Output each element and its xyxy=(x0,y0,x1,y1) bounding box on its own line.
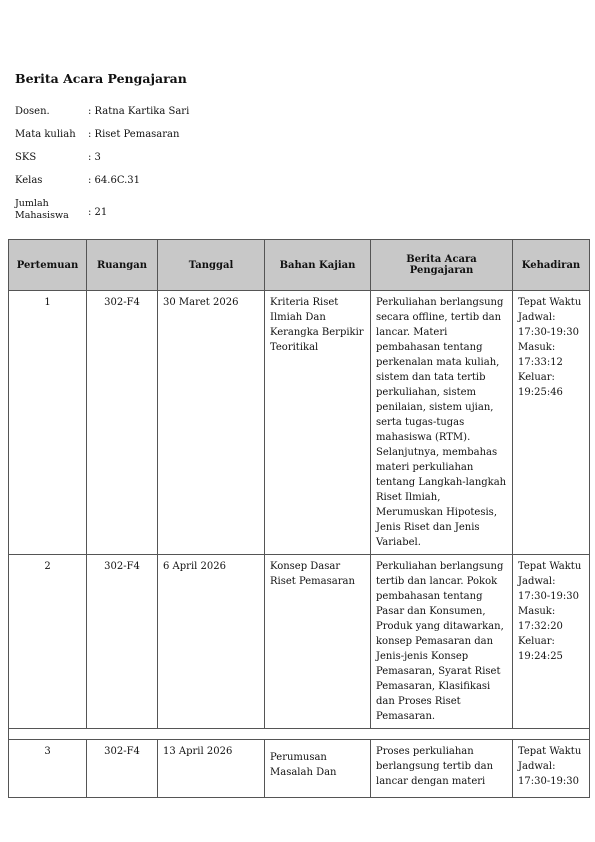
info-label-sks: SKS xyxy=(15,152,37,163)
info-label-mata-kuliah: Mata kuliah xyxy=(15,129,76,140)
info-value-jumlah-mahasiswa: : 21 xyxy=(88,207,108,218)
header-pertemuan: Pertemuan xyxy=(9,240,87,291)
document-title: Berita Acara Pengajaran xyxy=(15,71,187,86)
info-label-jumlah: Jumlah xyxy=(15,198,49,209)
cell-kehadiran: Tepat Waktu Jadwal: 17:30-19:30 Masuk: 17:32:20 Keluar: 19:24:25 xyxy=(513,555,590,729)
cell-ruangan: 302-F4 xyxy=(87,555,158,729)
cell-bahan-kajian: Perumusan Masalah Dan xyxy=(265,740,371,798)
cell-pertemuan: 3 xyxy=(9,740,87,798)
cell-berita-acara: Proses perkuliahan berlangsung tertib dan lancar dengan materi xyxy=(371,740,513,798)
cell-berita-acara: Perkuliahan berlangsung tertib dan lancar. Pokok pembahasan tentang Pasar dan Konsumen, Produk yang ditawarkan, konsep Pemasaran dan Jenis-jenis Konsep Pemasaran, Syarat Riset Pemasaran, Klasifikasi dan Proses Riset Pemasaran. xyxy=(371,555,513,729)
table-page-gap xyxy=(9,729,590,740)
table-header-row xyxy=(9,240,590,291)
header-kehadiran: Kehadiran xyxy=(513,240,590,291)
cell-tanggal: 6 April 2026 xyxy=(158,555,265,729)
cell-kehadiran: Tepat Waktu Jadwal: 17:30-19:30 Masuk: 17:33:12 Keluar: 19:25:46 xyxy=(513,291,590,555)
cell-berita-acara: Perkuliahan berlangsung secara offline, tertib dan lancar. Materi pembahasan tentang perkenalan mata kuliah, sistem dan tata tertib perkuliahan, sistem penilaian, sistem ujian, serta tugas-tugas mahasiswa (RTM). Selanjutnya, membahas materi perkuliahan tentang Langkah-langkah Riset Ilmiah, Merumuskan Hipotesis, Jenis Riset dan Jenis Variabel. xyxy=(371,291,513,555)
cell-kehadiran: Tepat Waktu Jadwal: 17:30-19:30 xyxy=(513,740,590,798)
cell-bahan-kajian: Konsep Dasar Riset Pemasaran xyxy=(265,555,371,729)
cell-ruangan: 302-F4 xyxy=(87,740,158,798)
header-ruangan: Ruangan xyxy=(87,240,158,291)
teaching-report-table xyxy=(8,239,590,798)
info-value-mata-kuliah: : Riset Pemasaran xyxy=(88,129,180,140)
header-tanggal: Tanggal xyxy=(158,240,265,291)
header-berita-acara: Berita Acara Pengajaran xyxy=(371,240,513,291)
info-label-kelas: Kelas xyxy=(15,175,43,186)
info-value-dosen: : Ratna Kartika Sari xyxy=(88,106,190,117)
header-bahan-kajian: Bahan Kajian xyxy=(265,240,371,291)
cell-bahan-kajian: Kriteria Riset Ilmiah Dan Kerangka Berpikir Teoritikal xyxy=(265,291,371,555)
table-row xyxy=(9,740,590,798)
cell-pertemuan: 2 xyxy=(9,555,87,729)
info-value-sks: : 3 xyxy=(88,152,101,163)
info-label-mahasiswa: Mahasiswa xyxy=(15,210,69,221)
info-value-kelas: : 64.6C.31 xyxy=(88,175,141,186)
info-label-dosen: Dosen. xyxy=(15,106,50,117)
cell-pertemuan: 1 xyxy=(9,291,87,555)
cell-tanggal: 13 April 2026 xyxy=(158,740,265,798)
table-row xyxy=(9,555,590,729)
gap-cell xyxy=(9,729,590,740)
cell-ruangan: 302-F4 xyxy=(87,291,158,555)
cell-tanggal: 30 Maret 2026 xyxy=(158,291,265,555)
table-row xyxy=(9,291,590,555)
